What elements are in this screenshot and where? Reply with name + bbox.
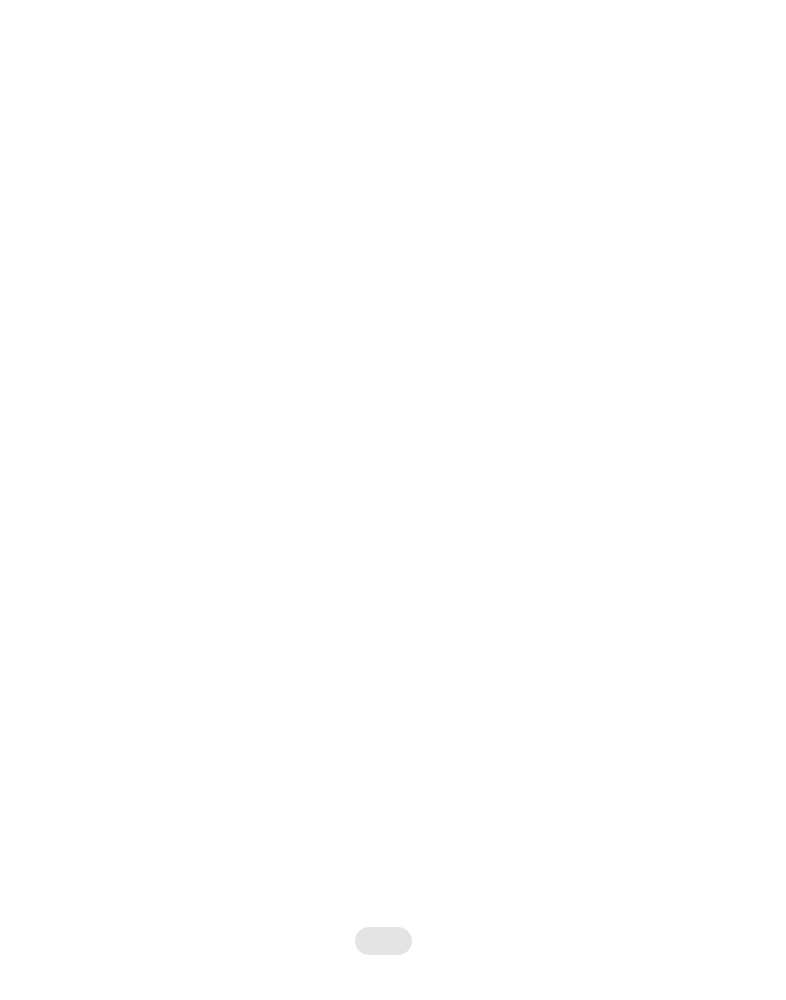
page-number-badge [355, 927, 412, 955]
